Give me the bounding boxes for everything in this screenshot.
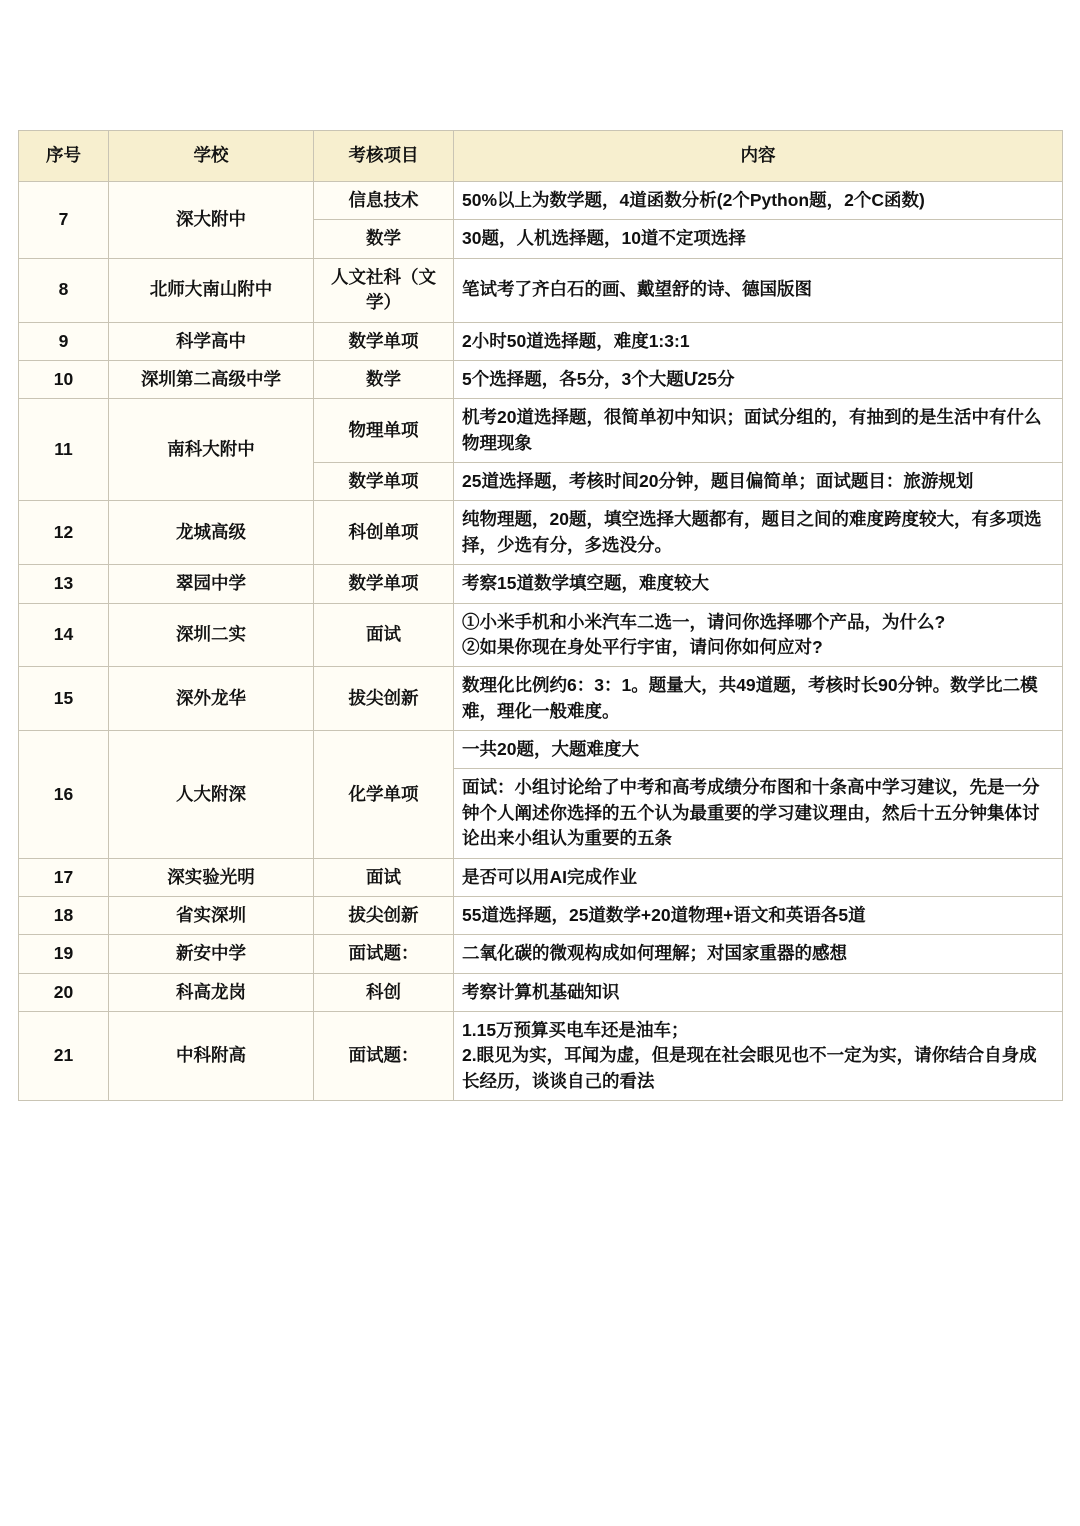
content-line: 考察计算机基础知识	[462, 981, 620, 1002]
cell-no: 20	[19, 973, 109, 1011]
table-row	[19, 858, 1063, 896]
cell-exam-item: 拔尖创新	[314, 667, 454, 731]
cell-exam-item: 面试题：	[314, 1012, 454, 1101]
table-header	[19, 131, 1063, 182]
cell-content	[454, 463, 1063, 501]
cell-no: 10	[19, 360, 109, 398]
cell-content	[454, 667, 1063, 731]
cell-exam-item: 数学	[314, 360, 454, 398]
cell-exam-item: 化学单项	[314, 731, 454, 859]
content-line: 机考20道选择题，很简单初中知识；面试分组的，有抽到的是生活中有什么物理现象	[462, 407, 1042, 453]
cell-exam-item: 人文社科（文学）	[314, 258, 454, 322]
cell-school: 深外龙华	[109, 667, 314, 731]
table-row	[19, 896, 1063, 934]
cell-school: 深大附中	[109, 182, 314, 259]
content-line: 笔试考了齐白石的画、戴望舒的诗、德国版图	[462, 279, 812, 300]
content-line: 55道选择题，25道数学+20道物理+语文和英语各5道	[462, 904, 866, 925]
content-line: 25道选择题，考核时间20分钟，题目偏简单；面试题目：旅游规划	[462, 471, 974, 491]
table-row	[19, 258, 1063, 322]
cell-school: 北师大南山附中	[109, 258, 314, 322]
cell-school: 深实验光明	[109, 858, 314, 896]
cell-school: 省实深圳	[109, 896, 314, 934]
cell-content	[454, 501, 1063, 565]
cell-content	[454, 973, 1063, 1011]
content-line: 一共20题，大题难度大	[462, 739, 639, 759]
content-line: 面试：小组讨论给了中考和高考成绩分布图和十条高中学习建议，先是一分钟个人阐述你选择的五个认为最重要的学习建议理由，然后十五分钟集体讨论出来小组认为重要的五条	[462, 777, 1040, 849]
cell-school: 南科大附中	[109, 399, 314, 501]
cell-content	[454, 182, 1063, 220]
content-line: 50%以上为数学题，4道函数分析(2个Python题，2个C函数)	[462, 190, 925, 210]
cell-school: 翠园中学	[109, 565, 314, 603]
table-row	[19, 360, 1063, 398]
cell-exam-item: 数学	[314, 220, 454, 258]
table-row	[19, 973, 1063, 1011]
cell-no: 18	[19, 896, 109, 934]
cell-content	[454, 258, 1063, 322]
cell-no: 8	[19, 258, 109, 322]
exam-table	[18, 130, 1063, 1101]
cell-school: 科高龙岗	[109, 973, 314, 1011]
cell-exam-item: 科创单项	[314, 501, 454, 565]
cell-content	[454, 1012, 1063, 1101]
cell-no: 9	[19, 322, 109, 360]
content-line: 二氧化碳的微观构成如何理解；对国家重器的感想	[462, 943, 847, 964]
cell-content	[454, 858, 1063, 896]
cell-no: 11	[19, 399, 109, 501]
table-row	[19, 1012, 1063, 1101]
table-row	[19, 501, 1063, 565]
content-line: 是否可以用AI完成作业	[462, 866, 637, 887]
table-row	[19, 565, 1063, 603]
content-line: 纯物理题，20题，填空选择大题都有，题目之间的难度跨度较大，有多项选择，少选有分，多选没分。	[462, 509, 1042, 555]
cell-school: 深圳二实	[109, 603, 314, 667]
cell-school: 龙城高级	[109, 501, 314, 565]
cell-no: 13	[19, 565, 109, 603]
cell-no: 21	[19, 1012, 109, 1101]
table-row	[19, 399, 1063, 463]
cell-no: 19	[19, 935, 109, 973]
content-line: 2.眼见为实，耳闻为虚，但是现在社会眼见也不一定为实，请你结合自身成长经历，谈谈自己的看法	[462, 1045, 1037, 1091]
cell-content	[454, 769, 1063, 858]
table-row	[19, 322, 1063, 360]
cell-content	[454, 935, 1063, 973]
table-row	[19, 667, 1063, 731]
cell-no: 7	[19, 182, 109, 259]
cell-no: 12	[19, 501, 109, 565]
cell-exam-item: 拔尖创新	[314, 896, 454, 934]
cell-exam-item: 数学单项	[314, 322, 454, 360]
cell-exam-item: 科创	[314, 973, 454, 1011]
cell-exam-item: 物理单项	[314, 399, 454, 463]
content-line: 数理化比例约6：3：1。题量大，共49道题，考核时长90分钟。数学比二模难，理化一般难度。	[462, 675, 1038, 721]
table-body	[19, 182, 1063, 1101]
cell-content	[454, 896, 1063, 934]
content-line: ①小米手机和小米汽车二选一，请问你选择哪个产品，为什么?	[462, 611, 946, 632]
table-row	[19, 731, 1063, 769]
cell-school: 中科附高	[109, 1012, 314, 1101]
cell-no: 16	[19, 731, 109, 859]
cell-school: 深圳第二高级中学	[109, 360, 314, 398]
content-line: 2小时50道选择题，难度1:3:1	[462, 330, 690, 351]
cell-exam-item: 信息技术	[314, 182, 454, 220]
cell-exam-item: 面试	[314, 858, 454, 896]
content-line: ②如果你现在身处平行宇宙，请问你如何应对?	[462, 636, 823, 657]
table-row	[19, 182, 1063, 220]
column-header-no: 序号	[19, 131, 109, 182]
table-row	[19, 935, 1063, 973]
content-line: 1.15万预算买电车还是油车；	[462, 1020, 689, 1040]
cell-content	[454, 731, 1063, 769]
cell-content	[454, 360, 1063, 398]
cell-exam-item: 数学单项	[314, 463, 454, 501]
cell-exam-item: 数学单项	[314, 565, 454, 603]
cell-school: 科学高中	[109, 322, 314, 360]
content-line: 30题，人机选择题，10道不定项选择	[462, 228, 746, 249]
column-header-school: 学校	[109, 131, 314, 182]
cell-no: 14	[19, 603, 109, 667]
cell-content	[454, 322, 1063, 360]
cell-exam-item: 面试题：	[314, 935, 454, 973]
cell-no: 15	[19, 667, 109, 731]
exam-table-container	[18, 130, 1062, 1101]
cell-school: 新安中学	[109, 935, 314, 973]
cell-no: 17	[19, 858, 109, 896]
cell-content	[454, 603, 1063, 667]
cell-school: 人大附深	[109, 731, 314, 859]
column-header-item: 考核项目	[314, 131, 454, 182]
cell-content	[454, 220, 1063, 258]
column-header-content: 内容	[454, 131, 1063, 182]
cell-content	[454, 565, 1063, 603]
table-header-row	[19, 131, 1063, 182]
content-line: 考察15道数学填空题，难度较大	[462, 573, 709, 594]
table-row	[19, 603, 1063, 667]
content-line: 5个选择题，各5分，3个大题Մ25分	[462, 368, 735, 389]
cell-exam-item: 面试	[314, 603, 454, 667]
cell-content	[454, 399, 1063, 463]
